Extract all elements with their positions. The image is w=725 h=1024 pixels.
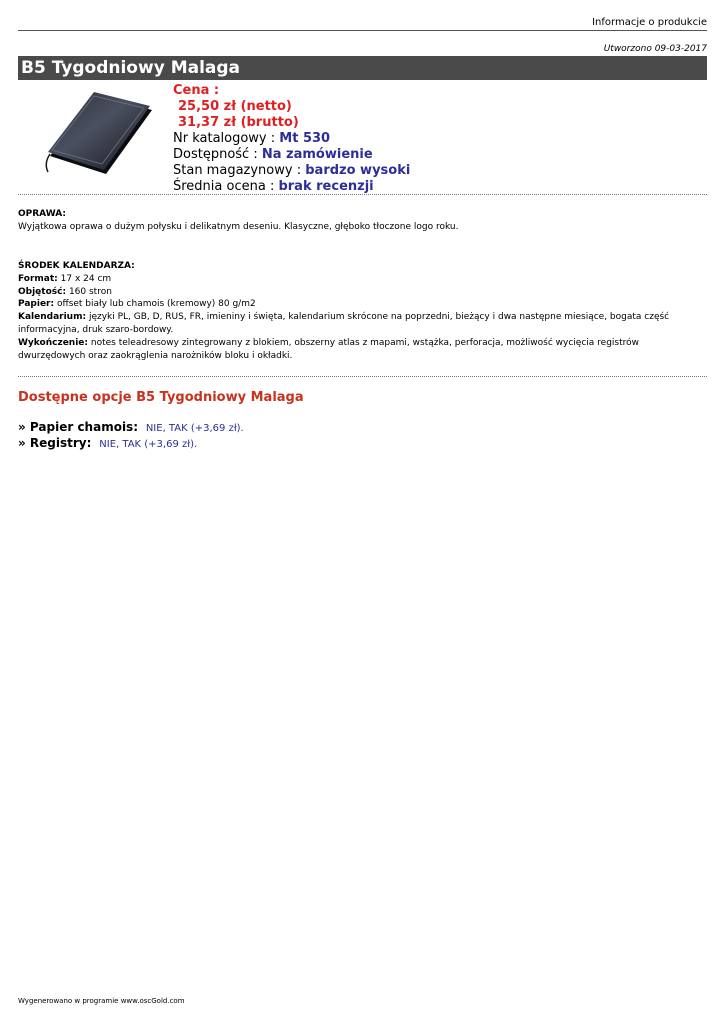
stock-row (173, 163, 410, 179)
option-registry (18, 436, 197, 450)
option-label: » Registry: (18, 436, 92, 450)
spec-label: Objętość: (18, 286, 67, 297)
catalog-row (173, 131, 410, 147)
spec-label: Papier: (18, 299, 55, 310)
spec-text: notes teleadresowy zintegrowany z blokiem, obszerny atlas z mapami, wstążka, perforacja, możliwość wycięcia registrów dwurzędowych oraz zaokrąglenia narożników bloku i okładki. (18, 337, 639, 361)
rating-row (173, 179, 410, 195)
stock-label: Stan magazynowy : (173, 163, 302, 178)
option-value: NIE, TAK (+3,69 zł). (145, 423, 244, 434)
option-value: NIE, TAK (+3,69 zł). (99, 439, 198, 450)
stock-value: bardzo wysoki (305, 163, 411, 178)
spec-row-calendar (18, 311, 695, 337)
catalog-label: Nr katalogowy : (173, 131, 276, 146)
spec-row-paper (18, 298, 695, 311)
options-title: Dostępne opcje B5 Tygodniowy Malaga (18, 390, 304, 405)
created-date: Utworzono 09-03-2017 (603, 44, 707, 54)
cover-heading: OPRAWA: (18, 209, 66, 219)
spec-row-finish (18, 337, 695, 363)
header-divider (18, 30, 707, 31)
price-label: Cena : (173, 83, 220, 98)
catalog-value: Mt 530 (279, 131, 331, 146)
spec-text: offset biały lub chamois (kremowy) 80 g/m2 (56, 299, 256, 310)
footer-text: Wygenerowano w programie www.oscGold.com (18, 997, 185, 1005)
price-gross: 31,37 zł (brutto) (178, 115, 299, 130)
spec-row-volume (18, 286, 695, 299)
inside-section (18, 260, 695, 362)
spec-text: 17 x 24 cm (60, 273, 112, 284)
spec-row-format (18, 273, 695, 286)
product-title: B5 Tygodniowy Malaga (18, 56, 707, 80)
rating-label: Średnia ocena : (173, 179, 275, 194)
availability-label: Dostępność : (173, 147, 258, 162)
spec-text: 160 stron (68, 286, 112, 297)
option-label: » Papier chamois: (18, 420, 138, 434)
spec-label: Wykończenie: (18, 337, 89, 348)
availability-value: Na zamówienie (261, 147, 373, 162)
spec-label: Kalendarium: (18, 312, 87, 323)
product-image (36, 90, 160, 174)
cover-text: Wyjątkowa oprawa o dużym połysku i delikatnym deseniu. Klasyczne, głęboko tłoczone logo roku. (18, 221, 459, 232)
divider-bottom (18, 376, 707, 377)
header-label: Informacje o produkcie (592, 17, 707, 28)
cover-section (18, 208, 695, 234)
rating-value: brak recenzji (278, 179, 374, 194)
spec-text: języki PL, GB, D, RUS, FR, imieniny i święta, kalendarium skrócone na poprzedni, bieżący i dwa następne miesiące, bogata część informacyjna, druk szaro-bordowy. (18, 312, 670, 335)
spec-label: Format: (18, 273, 58, 284)
product-info (173, 83, 410, 195)
option-paper-chamois (18, 420, 244, 434)
divider-top (18, 194, 707, 195)
inside-heading: ŚRODEK KALENDARZA: (18, 261, 135, 271)
price-net: 25,50 zł (netto) (178, 99, 292, 114)
availability-row (173, 147, 410, 163)
